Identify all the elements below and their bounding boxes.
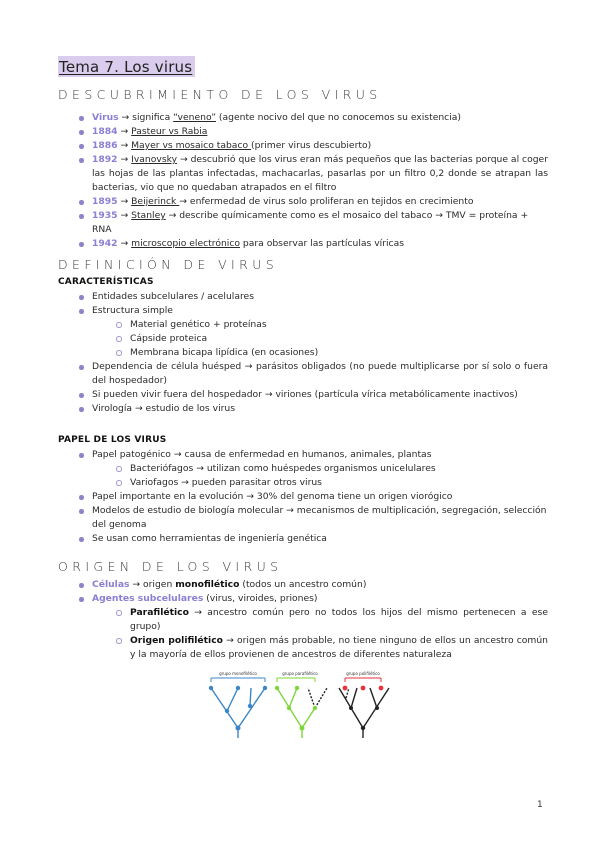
term: Células bbox=[92, 579, 130, 590]
year: 1942 bbox=[92, 238, 118, 249]
text: → bbox=[117, 126, 132, 137]
list-item bbox=[58, 578, 548, 592]
tree-node bbox=[313, 706, 317, 710]
underlined-text: Stanley bbox=[131, 210, 166, 221]
list-item: Si pueden vivir fuera del hospedador → viriones (partícula vírica metabólicamente inactivos) bbox=[58, 388, 548, 402]
section-heading-descubrimiento: DESCUBRIMIENTO DE LOS VIRUS bbox=[58, 87, 382, 102]
section-heading-origen: ORIGEN DE LOS VIRUS bbox=[58, 559, 283, 574]
text: → describe químicamente como es el mosaico del tabaco → TMV = proteína + RNA bbox=[92, 210, 529, 235]
tree-branch bbox=[302, 708, 315, 728]
tree-branch bbox=[238, 688, 265, 728]
text: → origen más probable, no tiene ninguno de ellos un ancestro común y la mayoría de ellos provienen de ancestros de diferentes naturaleza bbox=[130, 635, 548, 660]
tree-branch bbox=[370, 688, 377, 708]
underlined-text: “veneno” bbox=[173, 112, 216, 123]
underlined-text: microscopio electrónico bbox=[131, 238, 241, 249]
figure-label-mono: grupo monofilético bbox=[219, 671, 257, 676]
tree-branch bbox=[211, 688, 238, 728]
tree-branch bbox=[289, 688, 297, 708]
year: 1886 bbox=[92, 140, 118, 151]
list-item bbox=[58, 592, 548, 606]
tree-node bbox=[248, 704, 252, 708]
tree-node bbox=[225, 709, 229, 713]
origen-list bbox=[58, 578, 548, 662]
text: (virus, viroides, priones) bbox=[203, 593, 318, 604]
caracteristicas-list bbox=[58, 290, 548, 416]
bold-term: Parafilético bbox=[130, 607, 189, 618]
sub-list-item bbox=[58, 634, 548, 662]
sub-list-item bbox=[58, 606, 548, 634]
text: → bbox=[117, 154, 132, 165]
sub-list-item: Variofagos → pueden parasitar otros virus bbox=[58, 476, 548, 490]
sub-list-item: Cápside proteica bbox=[58, 332, 548, 346]
tree-node bbox=[295, 686, 299, 690]
text: → enfermedad de virus solo proliferan en tejidos en crecimiento bbox=[179, 196, 474, 207]
underlined-text: Mayer vs mosaico tabaco bbox=[131, 140, 252, 151]
tree-monofiletico bbox=[209, 678, 267, 738]
list-item: Virología → estudio de los virus bbox=[58, 402, 548, 416]
list-item: Modelos de estudio de biología molecular → mecanismos de multiplicación, segregación, selección del genoma bbox=[58, 504, 548, 532]
tree-node bbox=[287, 706, 291, 710]
page-title: Tema 7. Los virus bbox=[58, 56, 195, 77]
term: Agentes subcelulares bbox=[92, 593, 204, 604]
text: (agente nocivo del que no conocemos su existencia) bbox=[216, 112, 461, 123]
text: → origen bbox=[129, 579, 176, 590]
tree-leaf bbox=[379, 686, 384, 691]
text: → bbox=[117, 140, 132, 151]
tree-node bbox=[209, 686, 213, 690]
year: 1935 bbox=[92, 210, 118, 221]
text: → bbox=[117, 238, 132, 249]
text: → significa bbox=[118, 112, 174, 123]
tree-node bbox=[275, 686, 279, 690]
tree-branch bbox=[227, 688, 238, 711]
tree-node bbox=[236, 686, 240, 690]
list-item bbox=[58, 195, 548, 209]
tree-leaf bbox=[343, 686, 348, 691]
list-item bbox=[58, 111, 548, 125]
phylogeny-figure bbox=[205, 666, 395, 742]
descubrimiento-list bbox=[58, 111, 548, 251]
term: Virus bbox=[92, 112, 119, 123]
tree-node bbox=[375, 706, 379, 710]
bold-term: Origen polifilético bbox=[130, 635, 223, 646]
tree-branch bbox=[250, 688, 251, 706]
papel-list bbox=[58, 448, 548, 546]
tree-node bbox=[263, 686, 267, 690]
tree-polifiletico bbox=[339, 678, 389, 738]
list-item: Papel patogénico → causa de enfermedad en humanos, animales, plantas bbox=[58, 448, 548, 462]
list-item bbox=[58, 153, 548, 195]
tree-parafiletico bbox=[275, 678, 327, 738]
underlined-text: Beijerinck bbox=[131, 196, 180, 207]
subheading-papel: PAPEL DE LOS VIRUS bbox=[58, 435, 167, 445]
bold-term: monofilético bbox=[175, 579, 240, 590]
list-item bbox=[58, 237, 548, 251]
figure-label-para: grupo parafilético bbox=[282, 671, 318, 676]
tree-node bbox=[300, 726, 305, 731]
tree-node bbox=[361, 726, 365, 730]
text: para observar las partículas víricas bbox=[240, 238, 404, 249]
text: → bbox=[117, 196, 132, 207]
tree-node bbox=[236, 726, 241, 731]
list-item bbox=[58, 209, 548, 237]
tree-branch bbox=[308, 688, 315, 708]
subheading-caracteristicas: CARACTERÍSTICAS bbox=[58, 277, 154, 287]
year: 1884 bbox=[92, 126, 118, 137]
list-item: Entidades subcelulares / acelulares bbox=[58, 290, 548, 304]
sub-list-item: Material genético + proteínas bbox=[58, 318, 548, 332]
year: 1892 bbox=[92, 154, 118, 165]
text: (todos un ancestro común) bbox=[239, 579, 367, 590]
tree-node bbox=[349, 706, 353, 710]
text: → bbox=[117, 210, 132, 221]
underlined-text: Ivanovsky bbox=[131, 154, 178, 165]
text: → ancestro común pero no todos los hijos del mismo pertenecen a ese grupo) bbox=[130, 607, 548, 632]
text: (primer virus descubierto) bbox=[251, 140, 372, 151]
tree-branch bbox=[315, 688, 327, 708]
figure-label-poly: grupo polifilético bbox=[346, 671, 380, 676]
list-item: Dependencia de célula huésped → parásitos obligados (no puede multiplicarse por sí solo o fuera del hospedador) bbox=[58, 360, 548, 388]
list-item: Se usan como herramientas de ingeniería genética bbox=[58, 532, 548, 546]
text: → descubrió que los virus eran más pequeños que las bacterias porque al coger las hojas de las plantas infectadas, machacarlas, pasarlas por un filtro 0,2 donde se atrapan las bacterias, vio que no quedaban atrapados en el filtro bbox=[92, 154, 548, 193]
underlined-text: Pasteur vs Rabia bbox=[131, 126, 208, 137]
list-item bbox=[58, 139, 548, 153]
page-number: 1 bbox=[537, 800, 543, 810]
sub-list-item: Membrana bicapa lipídica (en ocasiones) bbox=[58, 346, 548, 360]
tree-leaf bbox=[361, 686, 366, 691]
tree-branch bbox=[351, 688, 357, 708]
list-item: Estructura simple bbox=[58, 304, 548, 318]
section-heading-definicion: DEFINICIÓN DE VIRUS bbox=[58, 257, 279, 272]
year: 1895 bbox=[92, 196, 118, 207]
sub-list-item: Bacteriófagos → utilizan como huéspedes organismos unicelulares bbox=[58, 462, 548, 476]
title-block bbox=[58, 56, 195, 77]
list-item: Papel importante en la evolución → 30% del genoma tiene un origen viorógico bbox=[58, 490, 548, 504]
list-item bbox=[58, 125, 548, 139]
